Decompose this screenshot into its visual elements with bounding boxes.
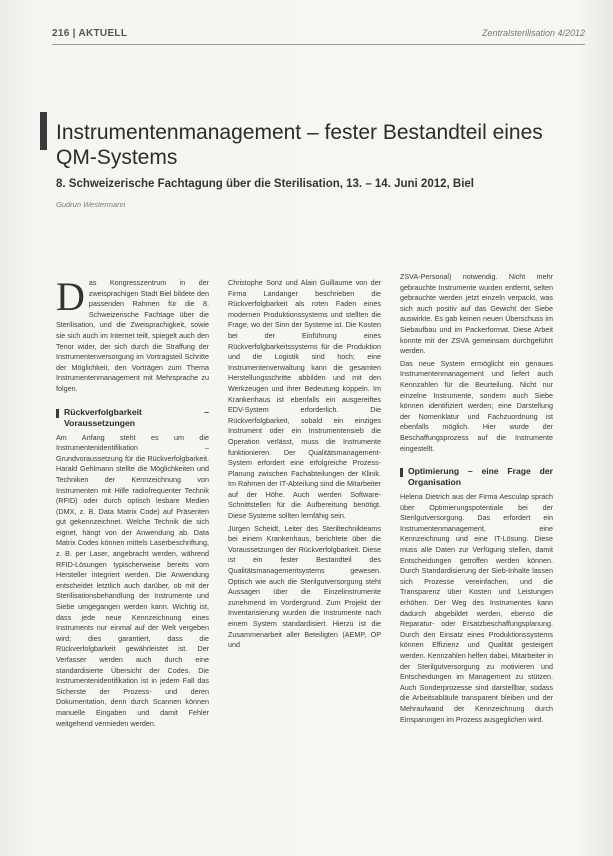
article-subtitle: 8. Schweizerische Fachtagung über die Sterilisation, 13. – 14. Juni 2012, Biel — [56, 178, 474, 190]
article-author: Gudrun Westermann — [56, 200, 126, 209]
intro-text: as Kongresszentrum in der zweisprachigen Stadt Biel bildete den passenden Rahmen für die 8. Schweizerische Fachtage über die Sterilisation, und die Zweisprachigkeit, sowie sie sich auch im Internet teilt, spiegelt auch den Tenor wider, der sich durch die Straffung der Instrumentenversorgung im Vortragsteil Schritte der Möglichkeit, den Vorträgen zum Thema Instrumentenmanagement mit Mehrsprache zu folgen. — [56, 278, 209, 393]
body-paragraph: Am Anfang steht es um die Instrumentenidentifikation – Grundvoraussetzung für die Rückverfolgbarkeit. Harald Gehlmann stellte die Möglichkeiten und Techniken der Kennzeichnung von Instrumenten mit Hilfe radiofrequenter Technik (RFID) oder durch optisch lesbare Medien (DMX, z. B. Data Matrix Code) auf Präsenten gut gekennzeichnet. Welche Technik die sich eignet, hängt von der Anwendung ab. Data Matrix Codes können mittels Laserbeschriftung, z. B. per Laser, angebracht werden, während RFID-Lösungen typischerweise bereits vom Hersteller integriert werden. Die Anwendung entscheidet letztlich auch darüber, ob mit der Sterilisationsbehandlung der Instrumente und Siebe umgegangen werden kann. Wichtig ist, dass jede neue Kennzeichnung eines Instruments nur einmal auf der Welt vergeben wird; dies garantiert, dass die Rückverfolgbarkeit gewährleistet ist. Der Verfasser werden auch durch eine standardisierte Übersicht der Codes. Die Instrumentenidentifikation ist in jedem Fall das Sicherste der Prozess- und deren Dokumentation, denn durch Scannen können manuelle Eingaben und damit Fehler weitgehend vermieden werden. — [56, 432, 209, 728]
body-paragraph: Das neue System ermöglicht ein genaues Instrumentenmanagement und liefert auch Kennzahlen für die Beurteilung. Nicht nur einzelne Instrumente, sondern auch Siebe können identifiziert werden; eine Darstellung der Nomenklatur und Fachzuordnung ist ebenfalls möglich. Hier wurde der Beschaffungsprozess auf die Instrumente eingestellt. — [400, 358, 553, 453]
header-rule — [52, 44, 585, 45]
dropcap: D — [56, 278, 85, 319]
text-column-2 — [228, 278, 381, 834]
intro-paragraph — [56, 278, 209, 395]
body-paragraph: ZSVA-Personal) notwendig. Nicht mehr gebrauchte Instrumente wurden entfernt, selten gebrauchte werden jetzt einzeln verpackt, was sich auch positiv auf das Gewicht der Siebe auswirkte. Es gab keinen neuen Überschuss im Siebaufbau und im Packerformat. Diese Arbeit konnte mit der ZSVA gemeinsam durchgeführt werden. — [400, 272, 553, 356]
page-section-label: 216 | AKTUELL — [52, 28, 128, 39]
text-column-3 — [400, 272, 553, 828]
article-title: Instrumentenmanagement – fester Bestandteil eines QM-Systems — [56, 121, 543, 170]
text-column-1 — [56, 278, 209, 834]
page-header — [52, 28, 585, 44]
journal-label: Zentralsterilisation 4/2012 — [481, 28, 585, 38]
title-accent-bar — [40, 112, 47, 150]
body-paragraph: Jürgen Scheidt, Leiter des Steriltechnikteams bei einem Krankenhaus, berichtete über die Voraussetzungen der Rückverfolgbarkeit. Diese ist ein fester Bestandteil des Qualitätsmanagementsystems gewesen. Optisch wie auch die Sterilgutversorgung steht Aussagen über die Einzelinstrumente zunehmend im Vordergrund. Zum Projekt der Inventarisierung wurden die Instrumente nach einem System standardisiert. Hierzu ist die Zusammenarbeit aller Beteiligten (AEMP, OP und — [228, 523, 381, 650]
section-heading-traceability: Rückverfolgbarkeit – Voraussetzungen — [56, 407, 209, 429]
section-heading-optimization: Optimierung – eine Frage der Organisation — [400, 466, 553, 488]
body-paragraph: Helena Dietrich aus der Firma Aesculap sprach über Optimierungspotentiale bei der Sterilgutversorgung. Das erfordert ein Instrumentenmanagement, eine Kennzeichnung und eine IT-Lösung. Diese muss alle Daten zur Verfügung stellen, damit Entscheidungen getroffen werden können. Durch Standardisierung der Sieb-Inhalte lassen sich Prozesse vereinfachen, und die Transparenz über Kosten und Leistungen erhöhen. Der Weg des Instrumentes kann dadurch abgebildet werden, ebenso die Reparatur- oder Ersatzbeschaffungsplanung. Durch den Einsatz eines Produktionssystems können Effizienz und Qualität gesteigert werden. Kennzahlen helfen dabei, Mitarbeiter in der Sterilgutversorgung zu motivieren und Entscheidungen im Management zu stützen. Auch Sonderprozesse sind darstellbar, sodass die Arbeitsabläufe transparent bleiben und der Mehraufwand der Kennzeichnung durch Einsparungen im Prozess ausgeglichen wird. — [400, 492, 553, 724]
body-paragraph: Christophe Sonz und Alain Guillaume von der Firma Landanger beschrieben die Rückverfolgbarkeit als roten Faden eines modernen Produktionssystems und stellten die Frage, wo der Sinn der Systeme ist. Die Kosten bei der Einführung eines Rückverfolgbarkeitssystems für die Produktion und die Logistik sind hoch; eine Instrumentenverwaltung kann die gesamten Herstellungsschritte abbilden und mit den Werkzeugen und ihrer Bedeutung koppeln. Im Krankenhaus ist ebenfalls ein ausgereiftes EDV-System erforderlich. Die Rückverfolgbarkeit, sobald ein einziges Instrument oder ein Instrumentensieb die Operation verlässt, muss die Instrumente funktionieren. Der Qualitätsmanagement-System erfordert eine erfolgreiche Prozess-Planung zwischen Fachabteilungen der Klinik. Im Rahmen der IT-Abteilung sind die Mitarbeiter auf der Höhe. Auch werden Software-Schnittstellen für die Aufbereitung benötigt. Diese Systeme sollten lernfähig sein. — [228, 278, 381, 521]
